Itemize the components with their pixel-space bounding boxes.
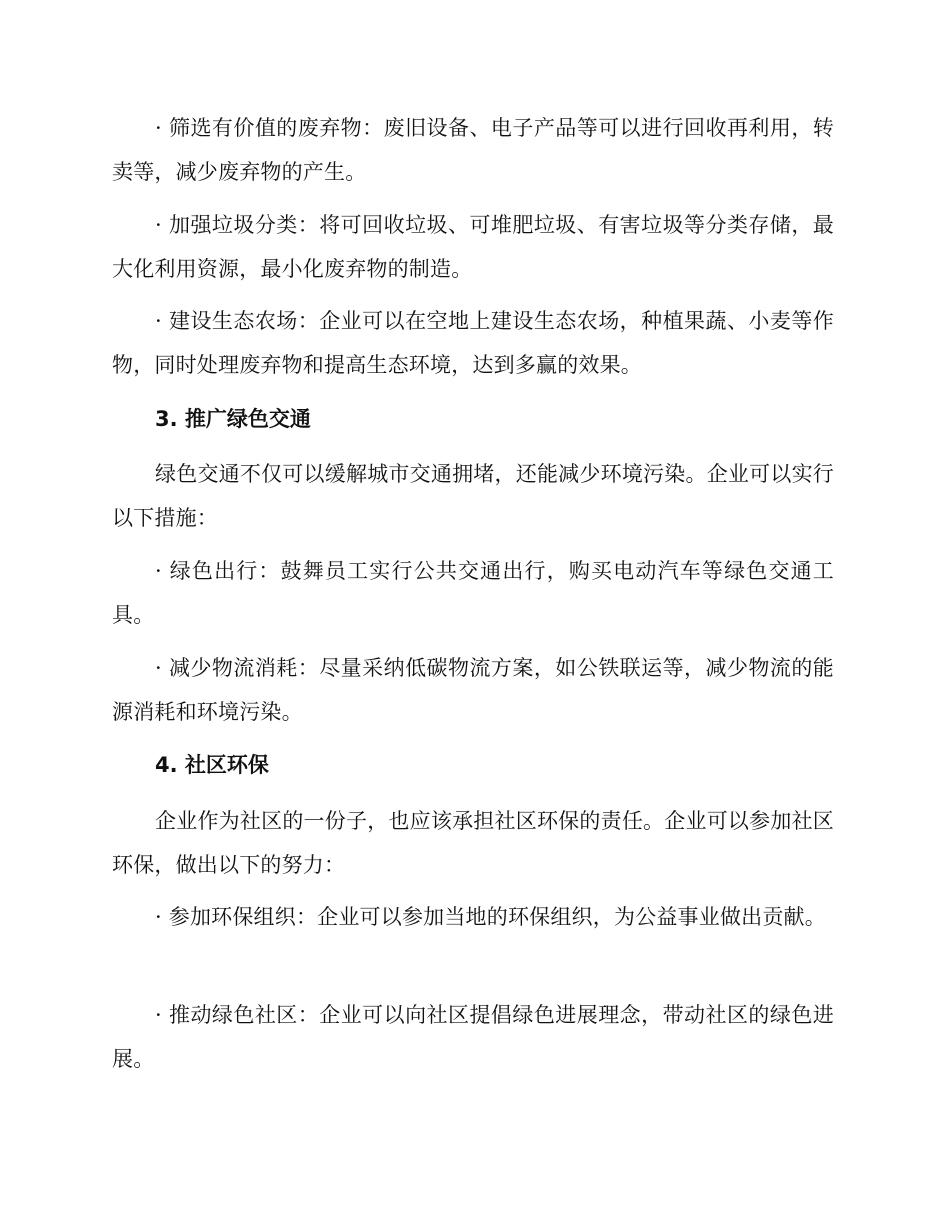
bullet-paragraph: · 减少物流消耗：尽量采纳低碳物流方案，如公铁联运等，减少物流的能源消耗和环境污染。 [112,656,834,724]
section-intro: 企业作为社区的一份子，也应该承担社区环保的责任。企业可以参加社区环保，做出以下的努力： [112,809,834,877]
section-heading: 4. 社区环保 [155,753,269,777]
section-heading: 3. 推广绿色交通 [155,407,311,431]
bullet-paragraph: · 推动绿色社区：企业可以向社区提倡绿色进展理念，带动社区的绿色进展。 [112,1003,834,1071]
section-intro: 绿色交通不仅可以缓解城市交通拥堵，还能减少环境污染。企业可以实行以下措施： [112,462,834,530]
bullet-paragraph: · 加强垃圾分类：将可回收垃圾、可堆肥垃圾、有害垃圾等分类存储，最大化利用资源，最小化废弃物的制造。 [112,213,834,281]
bullet-paragraph: · 建设生态农场：企业可以在空地上建设生态农场，种植果蔬、小麦等作物，同时处理废弃物和提高生态环境，达到多赢的效果。 [112,309,834,377]
bullet-paragraph: · 绿色出行：鼓舞员工实行公共交通出行，购买电动汽车等绿色交通工具。 [112,559,834,627]
bullet-paragraph: · 参加环保组织：企业可以参加当地的环保组织，为公益事业做出贡献。 [155,905,826,929]
bullet-paragraph: · 筛选有价值的废弃物：废旧设备、电子产品等可以进行回收再利用，转卖等，减少废弃物的产生。 [112,116,834,184]
